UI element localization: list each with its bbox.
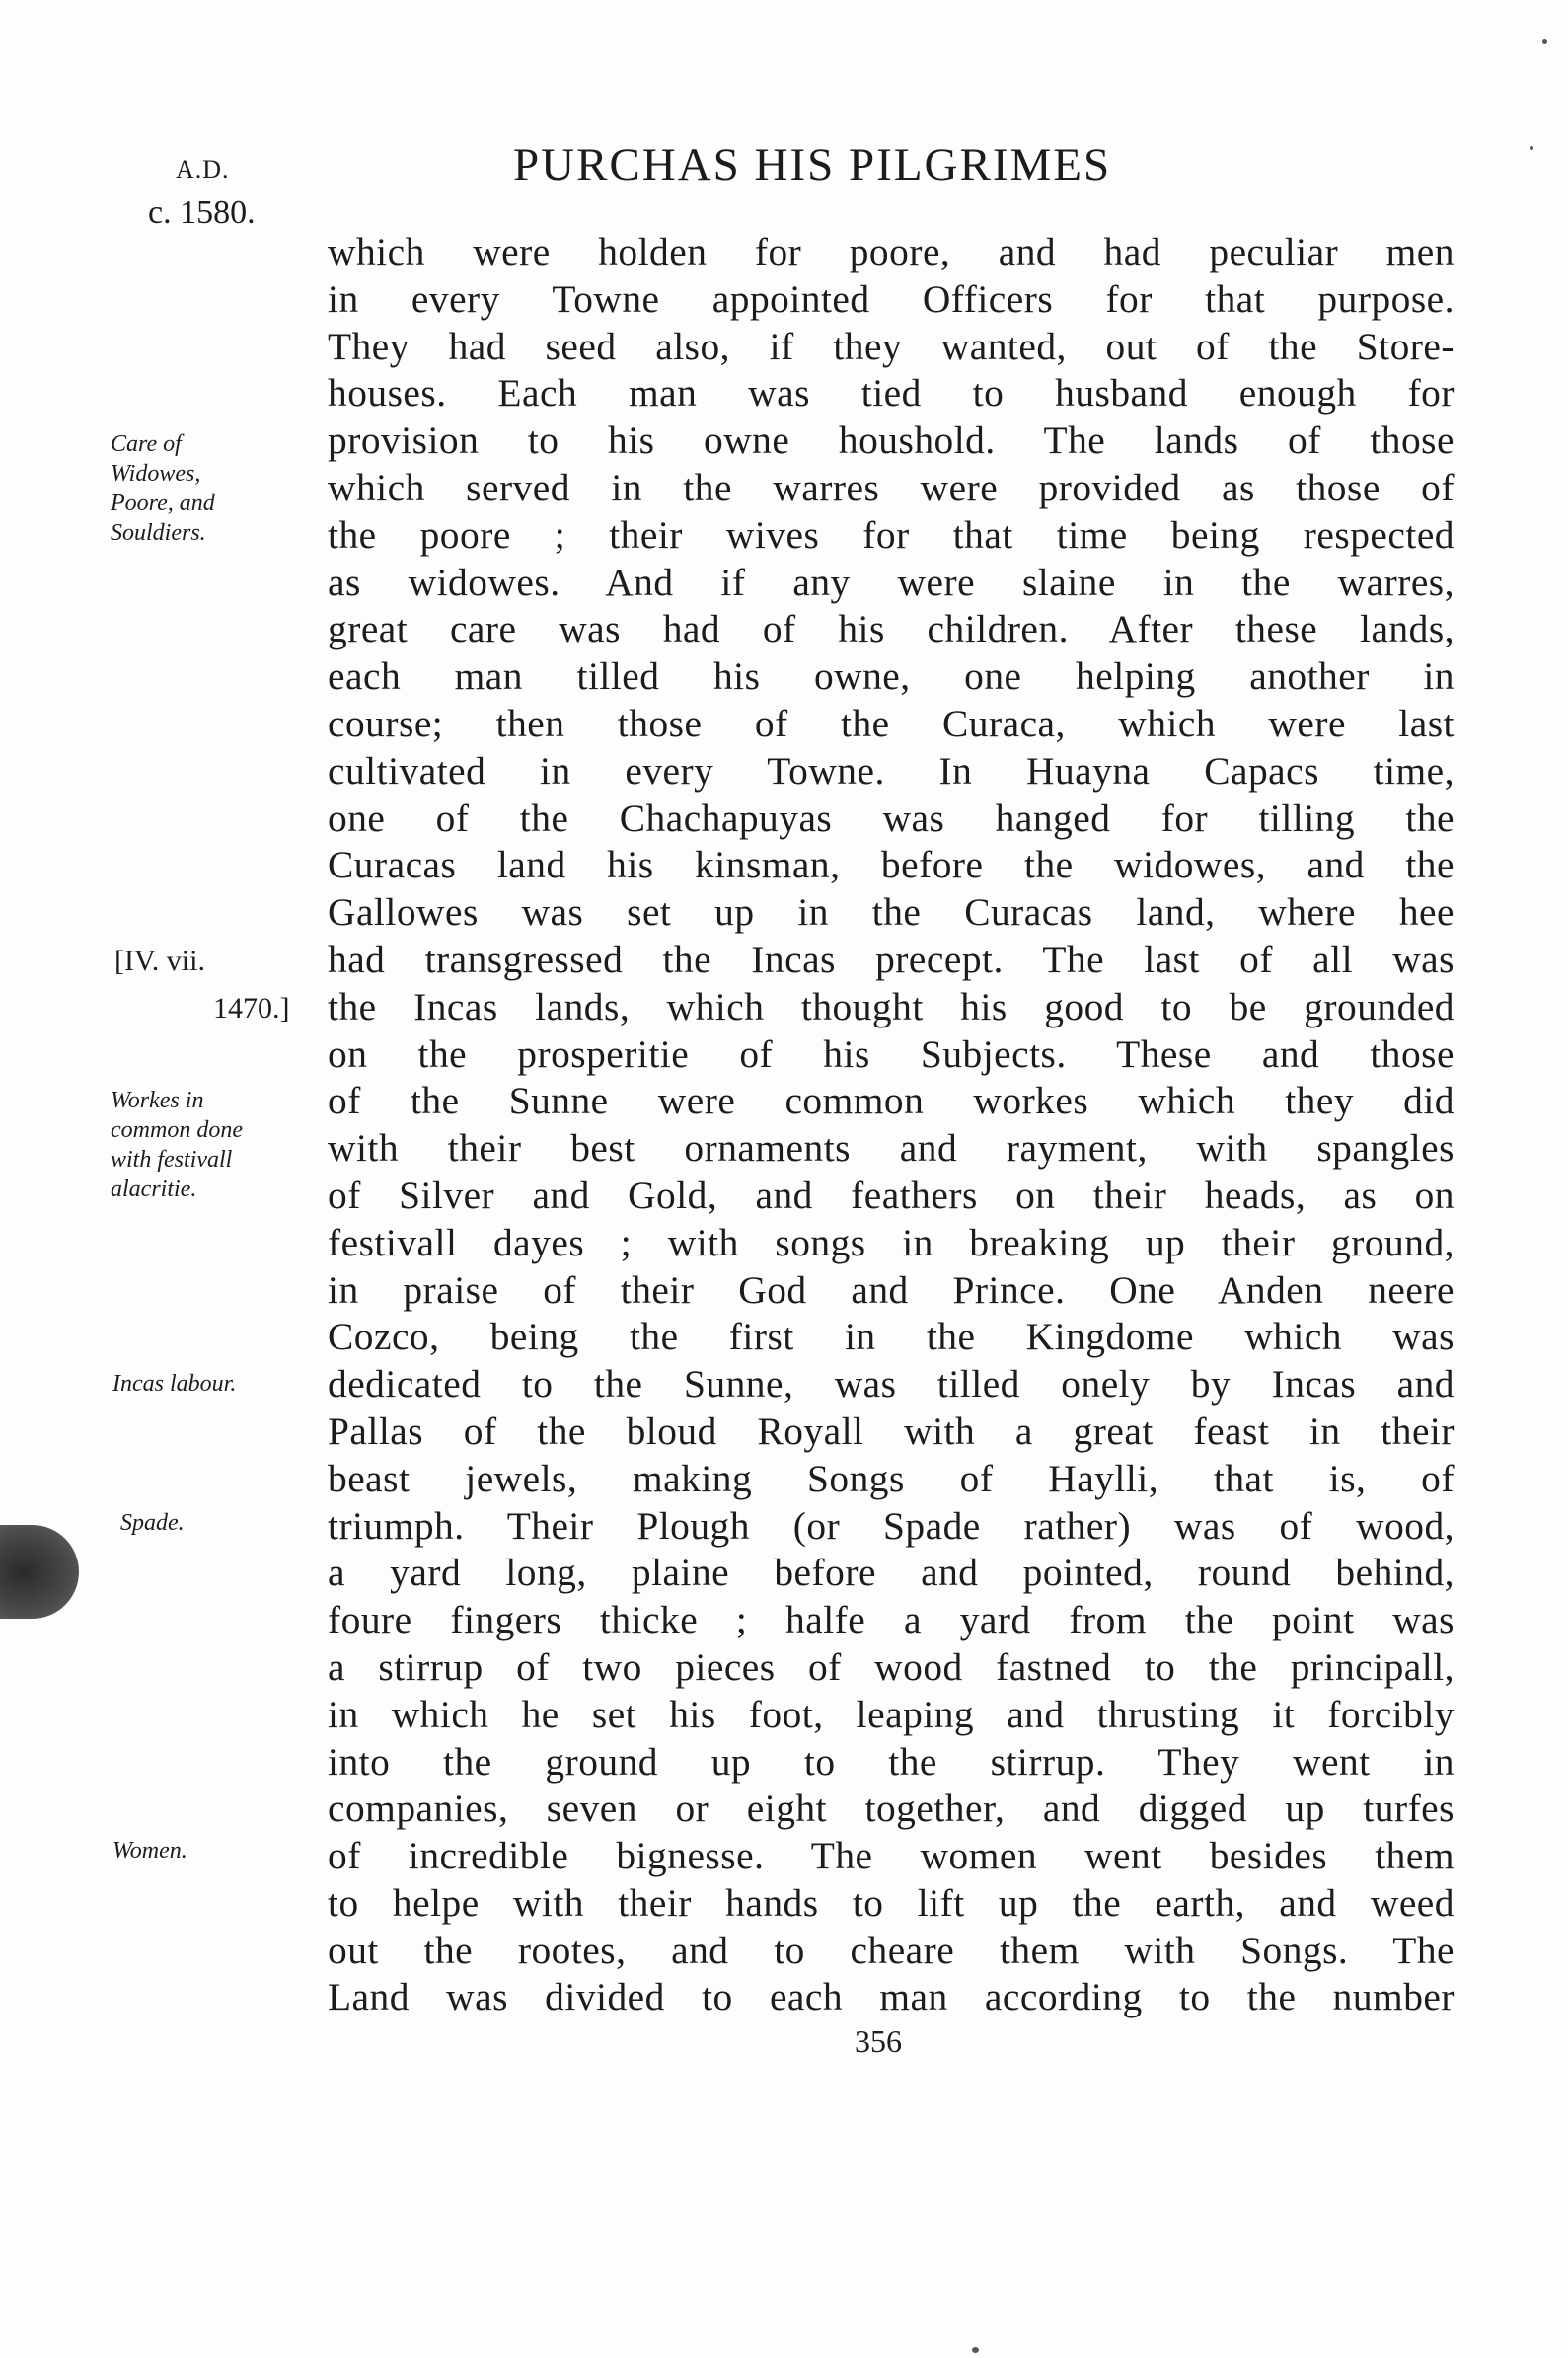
text-line: one of the Chachapuyas was hanged for tilling the: [328, 796, 1455, 840]
text-line: the poore ; their wives for that time being respected: [328, 512, 1455, 557]
text-line: Gallowes was set up in the Curacas land, where hee: [328, 890, 1455, 935]
text-line: had transgressed the Incas precept. The last of all was: [328, 937, 1455, 981]
body-text: [328, 229, 1455, 2021]
text-line: triumph. Their Plough (or Spade rather) was of wood,: [328, 1503, 1455, 1548]
text-line: course; then those of the Curaca, which were last: [328, 701, 1455, 745]
text-line: which were holden for poore, and had peculiar men: [328, 230, 1455, 273]
text-line: Land was divided to each man according to the number: [328, 1975, 1455, 2019]
speck: [972, 2347, 979, 2353]
text-line: They had seed also, if they wanted, out of the Store-: [328, 324, 1455, 368]
margin-reference: [IV. vii. 1470.]: [114, 945, 290, 1025]
text-line: as widowes. And if any were slaine in the warres,: [328, 560, 1455, 604]
text-line: with their best ornaments and rayment, with spangles: [328, 1126, 1455, 1171]
text-line: the Incas lands, which thought his good to be grounded: [328, 984, 1455, 1028]
header-ad: A.D.: [176, 155, 230, 184]
text-line: houses. Each man was tied to husband enough for: [328, 371, 1455, 416]
text-line: which served in the warres were provided as those of: [328, 465, 1455, 509]
text-line: of Silver and Gold, and feathers on their heads, as on: [328, 1173, 1455, 1217]
text-line: a yard long, plaine before and pointed, round behind,: [328, 1551, 1455, 1595]
running-title: PURCHAS HIS PILGRIMES: [513, 139, 1112, 190]
text-line: Cozco, being the first in the Kingdome which was: [328, 1315, 1455, 1359]
text-line: provision to his owne houshold. The lands of those: [328, 418, 1455, 463]
page-number: 356: [855, 2023, 902, 2059]
text-line: beast jewels, making Songs of Haylli, that is, of: [328, 1456, 1455, 1500]
margin-note-care: Care of Widowes, Poore, and Souldiers.: [111, 431, 215, 546]
text-line: festivall dayes ; with songs in breaking up their ground,: [328, 1220, 1455, 1264]
text-line: dedicated to the Sunne, was tilled onely by Incas and: [328, 1362, 1455, 1407]
text-line: a stirrup of two pieces of wood fastned to the principall,: [328, 1644, 1455, 1689]
margin-note-women: Women.: [112, 1838, 187, 1864]
text-line: into the ground up to the stirrup. They went in: [328, 1739, 1455, 1784]
text-line: Pallas of the bloud Royall with a great feast in their: [328, 1408, 1455, 1453]
header-year: [148, 148, 316, 235]
speck: [1542, 39, 1547, 44]
text-line: foure fingers thicke ; halfe a yard from the point was: [328, 1598, 1455, 1642]
margin-note-workes: Workes in common done with festivall alacritie.: [111, 1088, 243, 1202]
header-year-value: c. 1580.: [148, 194, 256, 231]
margin-note-spade: Spade.: [120, 1510, 185, 1536]
text-line: in praise of their God and Prince. One Anden neere: [328, 1267, 1455, 1312]
text-line: great care was had of his children. After these lands,: [328, 607, 1455, 651]
text-line: out the rootes, and to cheare them with Songs. The: [328, 1928, 1455, 1972]
text-line: each man tilled his owne, one helping another in: [328, 654, 1455, 699]
text-line: on the prosperitie of his Subjects. These and those: [328, 1031, 1455, 1076]
text-line: to helpe with their hands to lift up the earth, and weed: [328, 1880, 1455, 1925]
text-line: of incredible bignesse. The women went besides them: [328, 1834, 1455, 1878]
text-line: cultivated in every Towne. In Huayna Capacs time,: [328, 748, 1455, 793]
margin-note-incas: Incas labour.: [112, 1371, 237, 1397]
text-line: Curacas land his kinsman, before the widowes, and the: [328, 843, 1455, 887]
text-line: of the Sunne were common workes which they did: [328, 1079, 1455, 1123]
speck: [1530, 146, 1533, 150]
text-line: in which he set his foot, leaping and thrusting it forcibly: [328, 1692, 1455, 1736]
text-line: in every Towne appointed Officers for that purpose.: [328, 276, 1455, 321]
thumb-shadow: [0, 1525, 79, 1619]
text-line: companies, seven or eight together, and digged up turfes: [328, 1787, 1455, 1831]
